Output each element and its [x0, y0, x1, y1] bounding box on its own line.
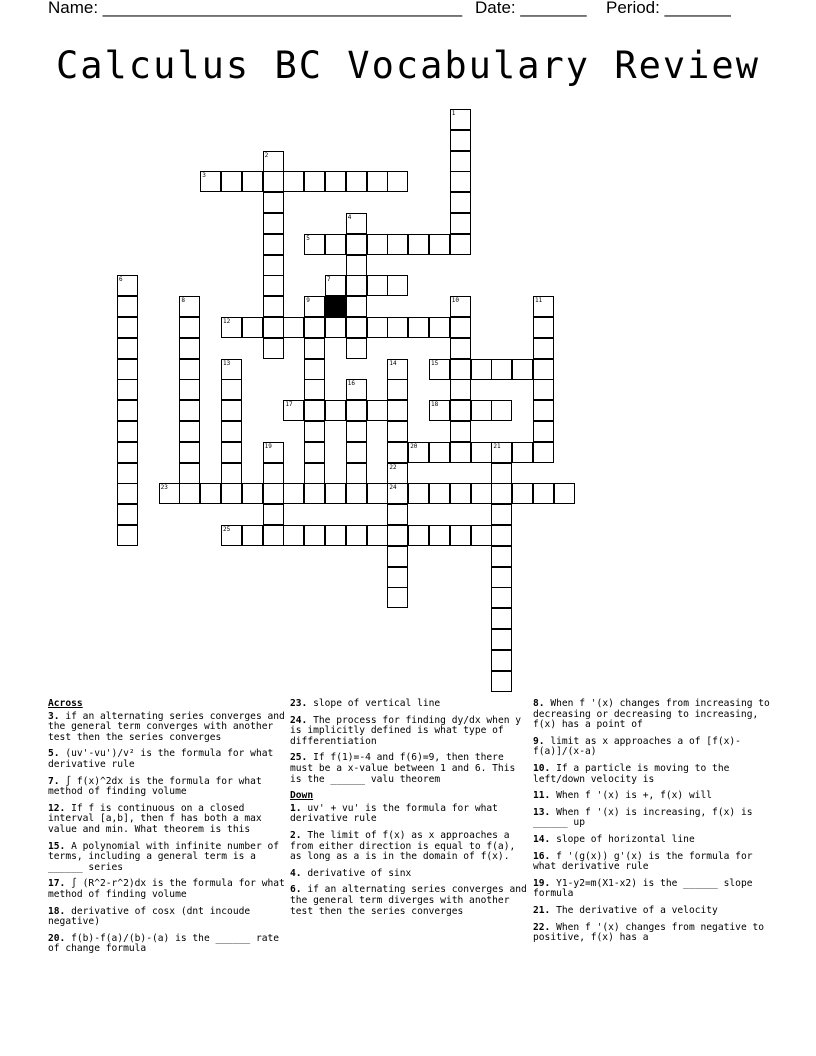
clue-number: 20	[410, 442, 418, 450]
down-clue: 22. When f '(x) changes from negative to positive, f(x) has a	[533, 921, 765, 944]
across-clue: 5. (uv'-vu')/v² is the formula for what derivative rule	[48, 748, 274, 770]
crossword-cell[interactable]	[242, 483, 263, 504]
clue-number: 23	[160, 484, 168, 492]
crossword-cell[interactable]	[263, 213, 284, 234]
down-clue: 11. When f '(x) is +, f(x) will	[533, 790, 713, 802]
crossword-cell[interactable]	[554, 483, 575, 504]
clues-column-3	[533, 699, 773, 950]
across-heading: Across	[48, 698, 83, 709]
crossword-cell[interactable]	[304, 379, 325, 400]
crossword-cell[interactable]	[200, 483, 221, 504]
crossword-cell[interactable]	[367, 275, 388, 296]
clue-number: 21	[493, 442, 501, 450]
crossword-cell[interactable]	[179, 379, 200, 400]
down-clue: 10. If a particle is moving to the left/down velocity is	[533, 762, 730, 785]
crossword-cell[interactable]	[283, 525, 304, 546]
period-field-label: Period: _______	[606, 0, 731, 17]
crossword-cell[interactable]	[325, 400, 346, 421]
crossword-cell[interactable]	[325, 483, 346, 504]
down-clue: 2. The limit of f(x) as x approaches a from either direction is equal to f(a), as long as a is in the domain of f(x).	[290, 829, 516, 863]
crossword-cell[interactable]	[221, 421, 242, 442]
crossword-cell[interactable]	[346, 463, 367, 484]
crossword-cell[interactable]	[367, 525, 388, 546]
crossword-cell[interactable]	[304, 483, 325, 504]
crossword-cell[interactable]	[304, 463, 325, 484]
crossword-cell[interactable]	[387, 400, 408, 421]
crossword-cell[interactable]	[263, 317, 284, 338]
crossword-cell[interactable]	[304, 442, 325, 463]
crossword-cell[interactable]	[221, 442, 242, 463]
crossword-cell[interactable]	[263, 525, 284, 546]
crossword-cell[interactable]	[283, 317, 304, 338]
across-clue: 15. A polynomial with infinite number of terms, including a general term is a ______ series	[48, 840, 280, 873]
crossword-cell[interactable]	[491, 359, 512, 380]
crossword-cell[interactable]	[429, 234, 450, 255]
crossword-cell[interactable]	[325, 171, 346, 192]
crossword-cell[interactable]	[408, 525, 429, 546]
across-clue: 3. if an alternating series converges and the general term converges with another test then the series converges	[48, 710, 285, 743]
crossword-cell[interactable]	[179, 317, 200, 338]
crossword-cell[interactable]	[325, 317, 346, 338]
crossword-cell[interactable]	[387, 234, 408, 255]
crossword-cell[interactable]	[450, 483, 471, 504]
clue-number: 11	[535, 297, 543, 305]
crossword-cell	[325, 296, 346, 317]
clue-number: 9	[306, 297, 310, 305]
crossword-cell[interactable]	[221, 171, 242, 192]
crossword-cell[interactable]	[450, 359, 471, 380]
clue-number: 22	[389, 463, 397, 471]
crossword-cell[interactable]	[346, 171, 367, 192]
crossword-cell[interactable]	[450, 171, 471, 192]
crossword-cell[interactable]	[471, 442, 492, 463]
clue-number: 4	[347, 214, 352, 221]
clue-number: 17	[285, 401, 293, 409]
crossword-cell[interactable]	[346, 442, 367, 463]
crossword-cell[interactable]	[491, 587, 512, 608]
crossword-cell[interactable]	[429, 317, 450, 338]
crossword-cell[interactable]	[471, 400, 492, 421]
crossword-cell[interactable]	[117, 421, 138, 442]
crossword-cell[interactable]	[179, 421, 200, 442]
crossword-cell[interactable]	[471, 359, 492, 380]
across-clue: 25. If f(1)=-4 and f(6)=9, then there must be a x-value between 1 and 6. This is the ______ valu theorem	[290, 752, 516, 785]
crossword-cell[interactable]	[491, 629, 512, 650]
crossword-cell[interactable]	[263, 192, 284, 213]
clue-number: 25	[223, 526, 231, 533]
crossword-cell[interactable]	[491, 608, 512, 629]
crossword-cell[interactable]	[263, 296, 284, 317]
crossword-cell[interactable]	[491, 483, 512, 504]
crossword-cell[interactable]	[450, 442, 471, 463]
crossword-cell[interactable]	[117, 338, 138, 359]
down-clue: 9. limit as x approaches a of [f(x)-f(a)]/(x-a)	[533, 735, 741, 758]
crossword-cell[interactable]	[346, 275, 367, 296]
crossword-cell[interactable]	[471, 525, 492, 546]
crossword-cell[interactable]	[450, 213, 471, 234]
crossword-cell[interactable]	[491, 546, 512, 567]
crossword-cell[interactable]	[263, 255, 284, 276]
crossword-cell[interactable]	[450, 525, 471, 546]
crossword-cell[interactable]	[346, 234, 367, 255]
crossword-cell[interactable]	[533, 483, 554, 504]
name-field-label: Name: ______________________________________	[48, 0, 463, 17]
crossword-cell[interactable]	[263, 338, 284, 359]
crossword-cell[interactable]	[367, 234, 388, 255]
crossword-cell[interactable]	[533, 317, 554, 338]
crossword-cell[interactable]	[263, 275, 284, 296]
crossword-cell[interactable]	[450, 151, 471, 172]
crossword-cell[interactable]	[117, 400, 138, 421]
clue-number: 6	[119, 276, 123, 284]
crossword-cell[interactable]	[387, 317, 408, 338]
crossword-cell[interactable]	[491, 671, 512, 692]
down-clue: 8. When f '(x) changes from increasing to decreasing or decreasing to increasing, f(x) has a point of	[533, 698, 770, 731]
crossword-cell[interactable]	[408, 483, 429, 504]
clue-number: 18	[431, 401, 439, 409]
crossword-cell[interactable]	[450, 130, 471, 151]
crossword-cell[interactable]	[533, 338, 554, 359]
crossword-cell[interactable]	[367, 317, 388, 338]
crossword-cell[interactable]	[304, 400, 325, 421]
crossword-cell[interactable]	[387, 171, 408, 192]
crossword-cell[interactable]	[450, 379, 471, 400]
crossword-cell[interactable]	[117, 359, 138, 380]
crossword-cell[interactable]	[221, 379, 242, 400]
clue-number: 5	[306, 234, 310, 242]
crossword-cell[interactable]	[533, 379, 554, 400]
clue-number: 2	[264, 151, 269, 159]
crossword-cell[interactable]	[429, 442, 450, 463]
crossword-cell[interactable]	[450, 234, 471, 255]
crossword-cell[interactable]	[117, 379, 138, 400]
date-field-label: Date: _______	[475, 0, 587, 17]
clue-number: 19	[264, 442, 272, 450]
crossword-cell[interactable]	[346, 317, 367, 338]
crossword-cell[interactable]	[491, 463, 512, 484]
crossword-cell[interactable]	[533, 400, 554, 421]
clue-number: 1	[451, 110, 456, 117]
crossword-cell[interactable]	[263, 234, 284, 255]
crossword-cell[interactable]	[387, 525, 408, 546]
crossword-cell[interactable]	[450, 421, 471, 442]
crossword-cell[interactable]	[263, 463, 284, 484]
crossword-cell[interactable]	[304, 338, 325, 359]
crossword-cell[interactable]	[325, 525, 346, 546]
crossword-cell[interactable]	[387, 546, 408, 567]
down-clue: 21. The derivative of a velocity	[533, 904, 718, 916]
clue-number: 3	[202, 172, 206, 180]
across-clue: 23. slope of vertical line	[290, 698, 441, 709]
crossword-cell[interactable]	[387, 421, 408, 442]
crossword-cell[interactable]	[263, 483, 284, 504]
crossword-cell[interactable]	[491, 525, 512, 546]
clue-number: 8	[181, 297, 186, 305]
crossword-cell[interactable]	[491, 400, 512, 421]
crossword-cell[interactable]	[283, 483, 304, 504]
crossword-cell[interactable]	[221, 400, 242, 421]
crossword-cell[interactable]	[429, 525, 450, 546]
crossword-cell[interactable]	[533, 442, 554, 463]
crossword-cell[interactable]	[283, 171, 304, 192]
crossword-cell[interactable]	[471, 483, 492, 504]
crossword-cell[interactable]	[387, 442, 408, 463]
clues-column-1	[48, 699, 288, 961]
clue-number: 7	[327, 276, 331, 284]
crossword-cell[interactable]	[408, 234, 429, 255]
down-clue: 13. When f '(x) is increasing, f(x) is ______ up	[533, 806, 753, 829]
crossword-cell[interactable]	[304, 421, 325, 442]
crossword-cell[interactable]	[367, 171, 388, 192]
crossword-cell[interactable]	[179, 338, 200, 359]
crossword-cell[interactable]	[242, 171, 263, 192]
down-clue: 4. derivative of sinx	[290, 867, 412, 879]
crossword-cell[interactable]	[221, 463, 242, 484]
crossword-cell[interactable]	[512, 359, 533, 380]
crossword-cell[interactable]	[346, 421, 367, 442]
crossword-cell[interactable]	[450, 192, 471, 213]
crossword-cell[interactable]	[346, 338, 367, 359]
crossword-cell[interactable]	[450, 317, 471, 338]
clue-number: 14	[389, 359, 397, 367]
down-clue: 1. uv' + vu' is the formula for what derivative rule	[290, 802, 498, 825]
crossword-cell[interactable]	[117, 463, 138, 484]
across-clue: 24. The process for finding dy/dx when y is implicitly defined is what type of differentiation	[290, 714, 522, 747]
across-clue: 12. If f is continuous on a closed interval [a,b], then f has both a max value and min. What theorem is this	[48, 802, 262, 835]
crossword-cell[interactable]	[242, 317, 263, 338]
crossword-cell[interactable]	[387, 587, 408, 608]
crossword-cell[interactable]	[117, 442, 138, 463]
worksheet-title: Calculus BC Vocabulary Review	[55, 44, 760, 87]
crossword-cell[interactable]	[304, 525, 325, 546]
crossword-cell[interactable]	[346, 483, 367, 504]
crossword-cell[interactable]	[179, 400, 200, 421]
crossword-cell[interactable]	[263, 171, 284, 192]
crossword-cell[interactable]	[304, 317, 325, 338]
crossword-cell[interactable]	[533, 359, 554, 380]
crossword-cell[interactable]	[512, 442, 533, 463]
down-clue: 19. Y1-y2=m(X1-x2) is the ______ slope formula	[533, 877, 753, 900]
crossword-cell[interactable]	[221, 483, 242, 504]
crossword-cell[interactable]	[179, 442, 200, 463]
crossword-cell[interactable]	[387, 275, 408, 296]
crossword-cell[interactable]	[346, 525, 367, 546]
down-clue: 16. f '(g(x)) g'(x) is the formula for what derivative rule	[533, 850, 753, 873]
crossword-cell[interactable]	[117, 483, 138, 504]
crossword-cell[interactable]	[512, 483, 533, 504]
crossword-cell[interactable]	[117, 317, 138, 338]
crossword-cell[interactable]	[179, 359, 200, 380]
crossword-cell[interactable]	[242, 525, 263, 546]
down-clue: 14. slope of horizontal line	[533, 833, 695, 845]
crossword-cell[interactable]	[491, 567, 512, 588]
crossword-cell[interactable]	[408, 317, 429, 338]
clue-number: 15	[431, 359, 439, 367]
down-heading: Down	[290, 790, 314, 802]
crossword-cell[interactable]	[304, 171, 325, 192]
crossword-cell[interactable]	[179, 463, 200, 484]
crossword-cell[interactable]	[346, 255, 367, 276]
crossword-cell[interactable]	[346, 400, 367, 421]
clue-number: 24	[389, 484, 397, 492]
crossword-cell[interactable]	[387, 379, 408, 400]
crossword-cell[interactable]	[491, 504, 512, 525]
clues-column-2	[290, 699, 530, 923]
crossword-cell[interactable]	[491, 650, 512, 671]
crossword-cell[interactable]	[325, 234, 346, 255]
crossword-cell[interactable]	[367, 400, 388, 421]
clue-number: 13	[223, 359, 231, 367]
across-clue: 20. f(b)-f(a)/(b)-(a) is the ______ rate of change formula	[48, 932, 280, 955]
crossword-cell[interactable]	[429, 483, 450, 504]
crossword-cell[interactable]	[450, 400, 471, 421]
crossword-cell[interactable]	[117, 504, 138, 525]
crossword-cell[interactable]	[263, 504, 284, 525]
crossword-cell[interactable]	[450, 338, 471, 359]
across-clue: 17. ∫ (R^2-r^2)dx is the formula for what method of finding volume	[48, 878, 285, 900]
crossword-cell[interactable]	[304, 359, 325, 380]
crossword-cell[interactable]	[117, 525, 138, 546]
down-clue: 6. if an alternating series converges and the general term diverges with another test then the series converges	[290, 884, 527, 917]
clue-number: 12	[223, 318, 231, 325]
crossword-cell[interactable]	[387, 504, 408, 525]
across-clue: 7. ∫ f(x)^2dx is the formula for what method of finding volume	[48, 775, 262, 798]
crossword-cell[interactable]	[387, 567, 408, 588]
clue-number: 10	[451, 297, 460, 305]
crossword-cell[interactable]	[346, 296, 367, 317]
clue-number: 16	[347, 380, 356, 388]
crossword-cell[interactable]	[117, 296, 138, 317]
crossword-cell[interactable]	[367, 483, 388, 504]
crossword-cell[interactable]	[179, 483, 200, 504]
across-clue: 18. derivative of cosx (dnt incoude negative)	[48, 905, 251, 928]
crossword-cell[interactable]	[533, 421, 554, 442]
